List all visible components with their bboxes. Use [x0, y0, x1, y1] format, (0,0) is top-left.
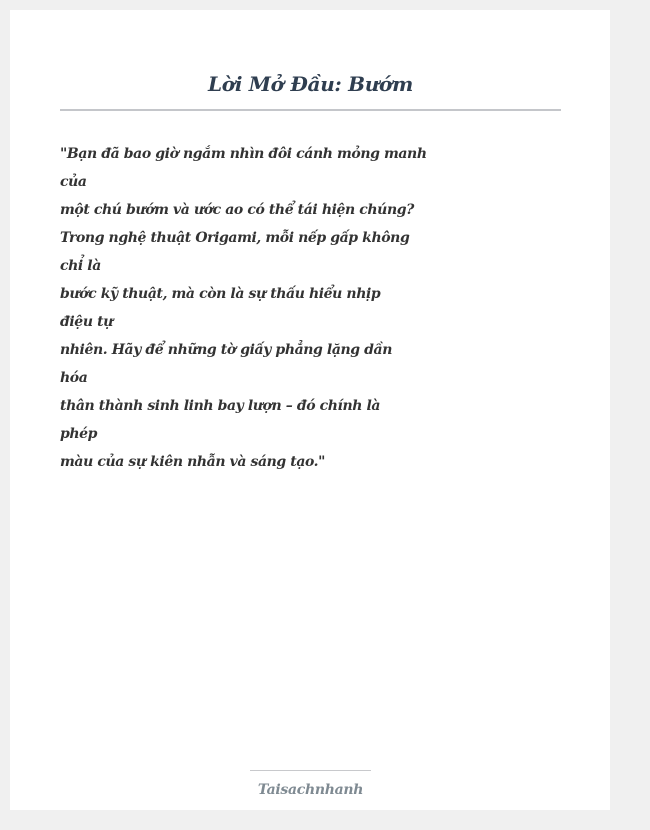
body-line: hóa	[60, 370, 88, 386]
body-line: chỉ là	[60, 258, 101, 274]
page-title: Lời Mở Đầu: Bướm	[208, 72, 413, 96]
title-divider	[60, 109, 561, 111]
body-line: màu của sự kiên nhẫn và sáng tạo."	[60, 454, 326, 470]
body-line: nhiên. Hãy để những tờ giấy phẳng lặng dần	[60, 342, 392, 358]
body-text	[60, 143, 427, 479]
footer-divider	[250, 770, 371, 771]
body-line: thân thành sinh linh bay lượn – đó chính là	[60, 398, 381, 414]
body-line: "Bạn đã bao giờ ngắm nhìn đôi cánh mỏng manh	[60, 146, 427, 162]
body-line: Trong nghệ thuật Origami, mỗi nếp gấp không	[60, 230, 410, 246]
document-page	[10, 10, 610, 810]
body-line: của	[60, 174, 87, 190]
footer-brand: Taisachnhanh	[257, 782, 364, 798]
body-line: phép	[60, 426, 98, 442]
body-line: điệu tự	[60, 314, 113, 330]
body-line: bước kỹ thuật, mà còn là sự thấu hiểu nhịp	[60, 286, 381, 302]
body-line: một chú bướm và ước ao có thể tái hiện chúng?	[60, 202, 414, 218]
